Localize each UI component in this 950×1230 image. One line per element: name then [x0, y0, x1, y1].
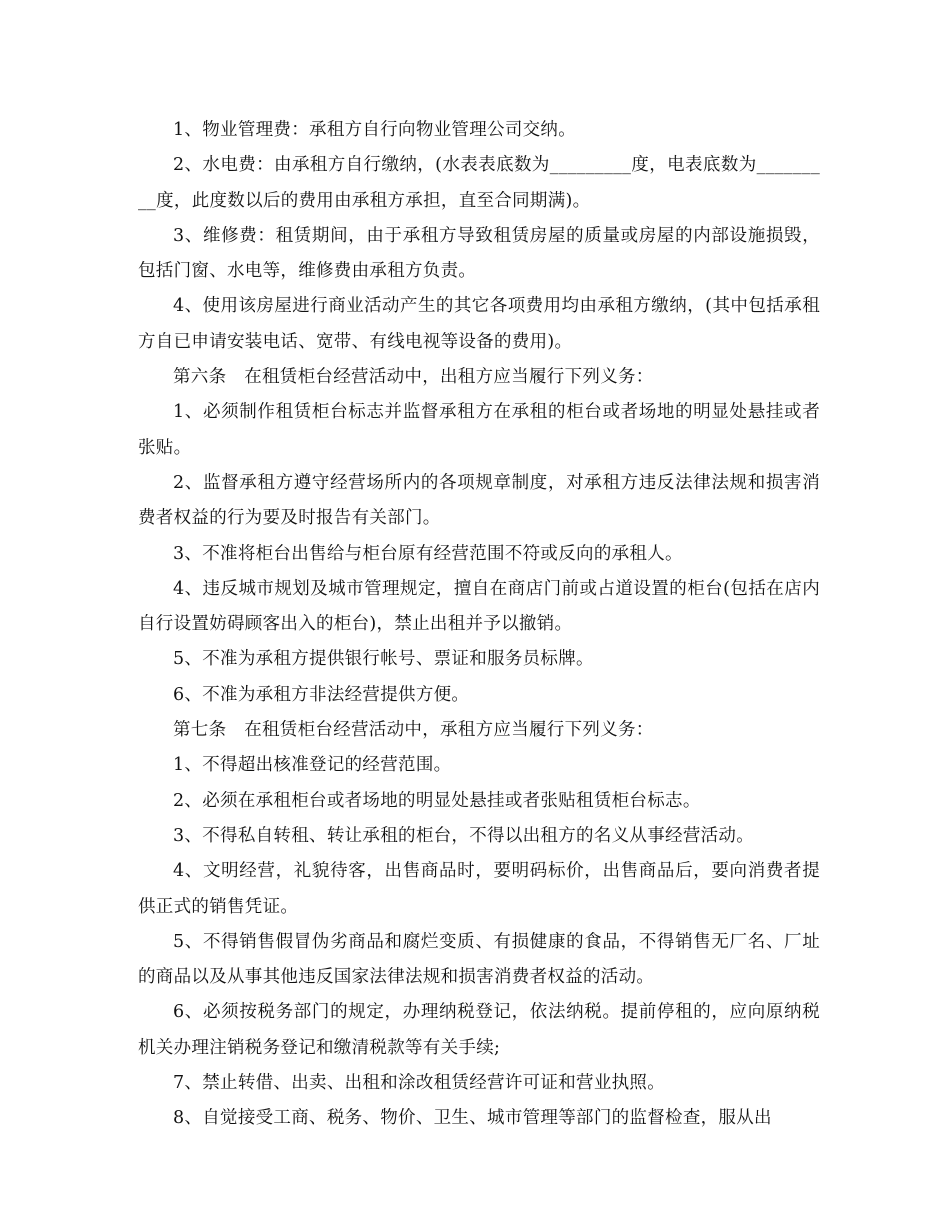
article-seven-item-5: 5、不得销售假冒伪劣商品和腐烂变质、有损健康的食品，不得销售无厂名、厂址的商品以及从事其他违反国家法律法规和损害消费者权益的活动。: [138, 931, 820, 988]
clause-other-fees: 4、使用该房屋进行商业活动产生的其它各项费用均由承租方缴纳，(其中包括承租方自已申请安装电话、宽带、有线电视等设备的费用)。: [138, 296, 820, 352]
article-seven-item-2: 2、必须在承租柜台或者场地的明显处悬挂或者张贴租赁柜台标志。: [173, 790, 701, 811]
clause-repair-fee: 3、维修费：租赁期间，由于承租方导致租赁房屋的质量或房屋的内部设施损毁，包括门窗、水电等，维修费由承租方负责。: [138, 225, 820, 282]
article-six-item-1: 1、必须制作租赁柜台标志并监督承租方在承租的柜台或者场地的明显处悬挂或者张贴。: [138, 402, 820, 458]
article-six-item-3: 3、不准将柜台出售给与柜台原有经营范围不符或反向的承租人。: [173, 543, 683, 564]
article-six-item-2: 2、监督承租方遵守经营场所内的各项规章制度，对承租方违反法律法规和损害消费者权益的行为要及时报告有关部门。: [138, 472, 820, 529]
article-seven-item-7: 7、禁止转借、出卖、出租和涂改租赁经营许可证和营业执照。: [173, 1073, 666, 1094]
article-six-item-6: 6、不准为承租方非法经营提供方便。: [173, 684, 470, 705]
article-seven-item-6: 6、必须按税务部门的规定，办理纳税登记，依法纳税。提前停租的，应向原纳税机关办理注销税务登记和缴清税款等有关手续;: [138, 1002, 820, 1058]
clause-utility-fee: 2、水电费：由承租方自行缴纳，(水表表底数为_________度，电表底数为_________度，此度数以后的费用由承租方承担，直至合同期满)。: [138, 155, 820, 211]
article-seven-item-8: 8、自觉接受工商、税务、物价、卫生、城市管理等部门的监督检查，服从出: [173, 1108, 772, 1129]
article-seven-item-3: 3、不得私自转租、转让承租的柜台，不得以出租方的名义从事经营活动。: [173, 825, 755, 846]
article-seven-heading: 第七条 在租赁柜台经营活动中，承租方应当履行下列义务：: [173, 720, 654, 741]
article-six-heading: 第六条 在租赁柜台经营活动中，出租方应当履行下列义务：: [173, 367, 654, 388]
article-seven-item-1: 1、不得超出核准登记的经营范围。: [173, 755, 452, 776]
article-seven-item-4: 4、文明经营，礼貌待客，出售商品时，要明码标价，出售商品后，要向消费者提供正式的销售凭证。: [138, 861, 820, 917]
document-body: [138, 113, 820, 1137]
article-six-item-4: 4、违反城市规划及城市管理规定，擅自在商店门前或占道设置的柜台(包括在店内自行设置妨碍顾客出入的柜台)，禁止出租并予以撤销。: [138, 578, 820, 635]
clause-property-fee: 1、物业管理费：承租方自行向物业管理公司交纳。: [173, 120, 577, 140]
article-six-item-5: 5、不准为承租方提供银行帐号、票证和服务员标牌。: [173, 649, 594, 670]
